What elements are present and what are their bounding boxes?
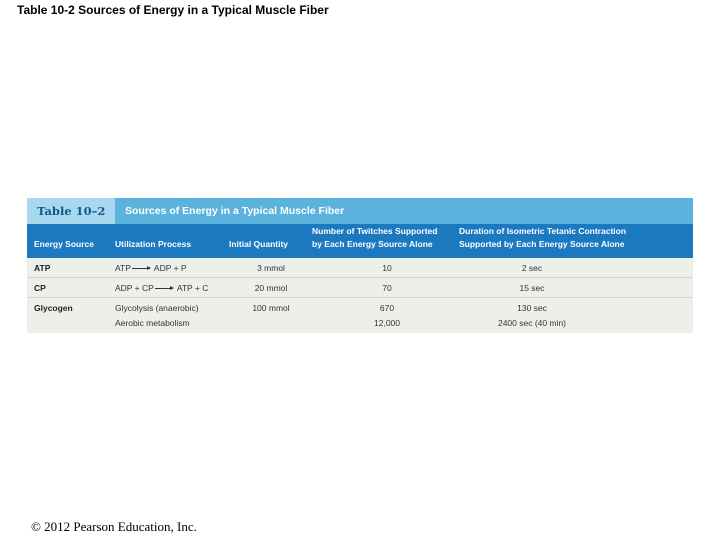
cell-source: ATP: [34, 263, 51, 273]
header-twitches-line2: by Each Energy Source Alone: [312, 239, 433, 249]
cell-twitches: 10: [382, 263, 392, 273]
table-row-glycogen: [27, 298, 693, 333]
cell-process-glycolysis: Glycolysis (anaerobic): [115, 303, 199, 313]
table-body: [27, 258, 693, 333]
table-number: Table 10–2: [27, 198, 115, 224]
cell-process-aerobic: Aerobic metabolism: [115, 318, 190, 328]
table-header-row: [27, 224, 693, 258]
cell-duration-aerobic: 2400 sec (40 min): [497, 318, 567, 328]
header-energy-source: Energy Source: [34, 239, 94, 249]
reaction-arrow-icon: [132, 268, 150, 269]
cell-duration: 15 sec: [519, 283, 545, 293]
cell-twitches-aerobic: 12,000: [374, 318, 400, 328]
slide-title: Table 10-2 Sources of Energy in a Typical Muscle Fiber: [17, 3, 329, 17]
cell-process: [115, 263, 187, 273]
cell-duration: 2 sec: [521, 263, 543, 273]
cell-source: CP: [34, 283, 46, 293]
table-row-atp: [27, 258, 693, 278]
header-duration-line1: Duration of Isometric Tetanic Contraction: [459, 226, 627, 236]
cell-quantity: 3 mmol: [257, 263, 285, 273]
process-reactant: ADP + CP: [115, 283, 154, 293]
cell-duration-glycolysis: 130 sec: [517, 303, 547, 313]
cell-process: [115, 283, 208, 293]
cell-source: Glycogen: [34, 303, 73, 313]
cell-quantity: 20 mmol: [254, 283, 288, 293]
header-utilization-process: Utilization Process: [115, 239, 192, 249]
reaction-arrow-icon: [155, 288, 173, 289]
cell-quantity: 100 mmol: [252, 303, 290, 313]
process-reactant: ATP: [115, 263, 131, 273]
copyright-notice: © 2012 Pearson Education, Inc.: [31, 519, 197, 534]
process-product: ADP + P: [153, 263, 187, 273]
process-product: ATP + C: [176, 283, 209, 293]
cell-twitches-glycolysis: 670: [379, 303, 395, 313]
cell-twitches: 70: [382, 283, 392, 293]
header-initial-quantity: Initial Quantity: [229, 239, 289, 249]
header-twitches-line1: Number of Twitches Supported: [312, 226, 438, 236]
table-title-bar: [27, 198, 693, 224]
energy-sources-table: [27, 198, 693, 333]
table-caption: Sources of Energy in a Typical Muscle Fiber: [125, 205, 345, 217]
table-row-cp: [27, 278, 693, 298]
header-duration-line2: Supported by Each Energy Source Alone: [459, 239, 625, 249]
